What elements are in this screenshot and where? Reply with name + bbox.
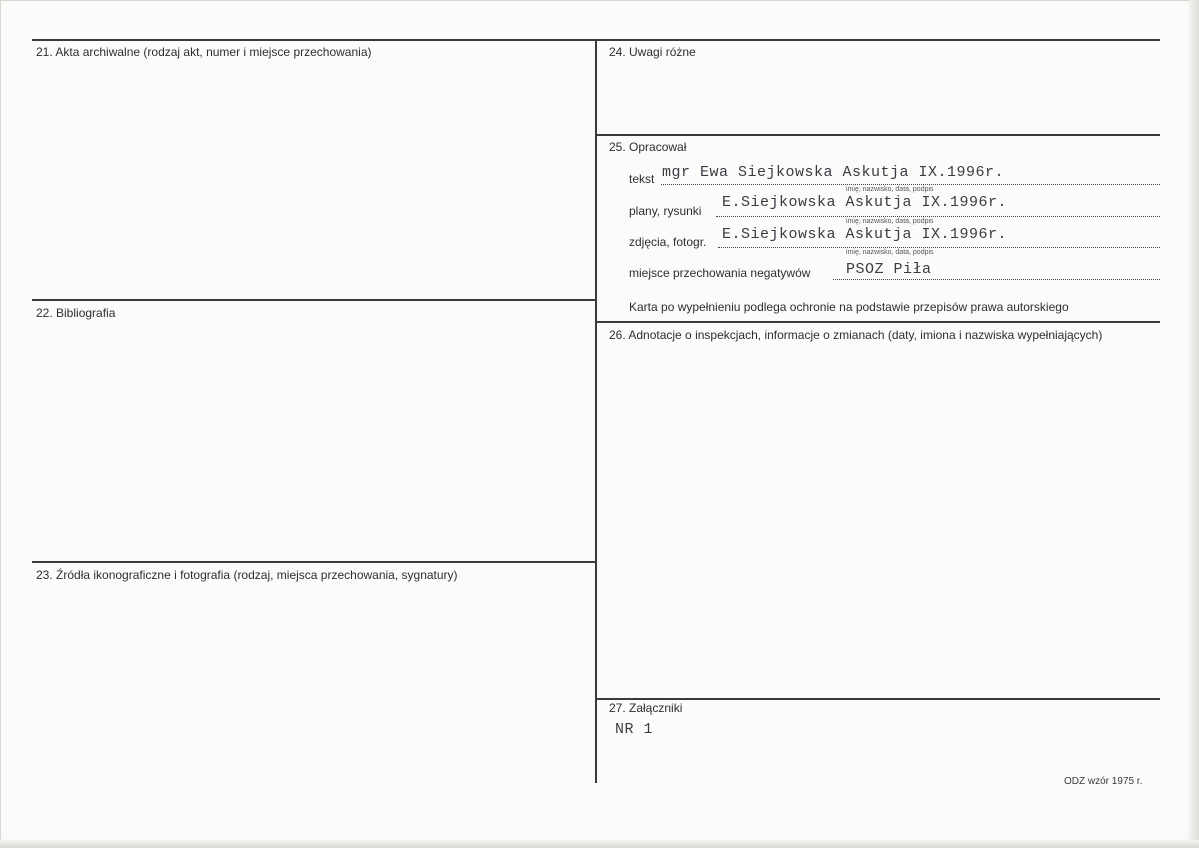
section-26-label: 26. Adnotacje o inspekcjach, informacje o zmianach (daty, imiona i nazwiska wypełniających) bbox=[609, 328, 1103, 342]
zalaczniki-value: NR 1 bbox=[615, 721, 654, 738]
section-23-label: 23. Źródła ikonograficzne i fotografia (rodzaj, miejsca przechowania, sygnatury) bbox=[36, 568, 458, 582]
tekst-value: mgr Ewa Siejkowska Askutja IX.1996r. bbox=[662, 164, 1005, 181]
rule-27 bbox=[596, 698, 1160, 700]
zdjecia-hint: imię, nazwisko, data, podpis bbox=[846, 249, 934, 256]
form-footer: ODZ wzór 1975 r. bbox=[1064, 776, 1143, 787]
copyright-note: Karta po wypełnieniu podlega ochronie na podstawie przepisów prawa autorskiego bbox=[629, 300, 1069, 314]
rule-23 bbox=[32, 561, 596, 563]
section-24-label: 24. Uwagi różne bbox=[609, 45, 696, 59]
plany-hint: imię, nazwisko, data, podpis bbox=[846, 218, 934, 225]
column-divider bbox=[595, 39, 597, 783]
paper-edge-bottom bbox=[0, 840, 1199, 848]
section-27-label: 27. Załączniki bbox=[609, 701, 683, 715]
rule-26 bbox=[596, 321, 1160, 323]
tekst-label: tekst bbox=[629, 172, 655, 186]
zdjecia-label: zdjęcia, fotogr. bbox=[629, 235, 707, 249]
zdjecia-value: E.Siejkowska Askutja IX.1996r. bbox=[722, 226, 1008, 243]
rule-22 bbox=[32, 299, 596, 301]
section-22-label: 22. Bibliografia bbox=[36, 306, 116, 320]
rule-25 bbox=[596, 134, 1160, 136]
negatywy-label: miejsce przechowania negatywów bbox=[629, 266, 811, 280]
tekst-hint: imię, nazwisko, data, podpis bbox=[846, 186, 934, 193]
section-21-label: 21. Akta archiwalne (rodzaj akt, numer i miejsce przechowania) bbox=[36, 45, 372, 59]
section-25-label: 25. Opracował bbox=[609, 140, 687, 154]
paper-edge-right bbox=[1189, 0, 1199, 848]
negatywy-dotted-line bbox=[833, 279, 1160, 280]
negatywy-value: PSOZ Piła bbox=[846, 261, 932, 278]
plany-label: plany, rysunki bbox=[629, 204, 702, 218]
plany-dotted-line bbox=[716, 216, 1160, 217]
plany-value: E.Siejkowska Askutja IX.1996r. bbox=[722, 194, 1008, 211]
tekst-dotted-line bbox=[661, 184, 1160, 185]
zdjecia-dotted-line bbox=[718, 247, 1160, 248]
